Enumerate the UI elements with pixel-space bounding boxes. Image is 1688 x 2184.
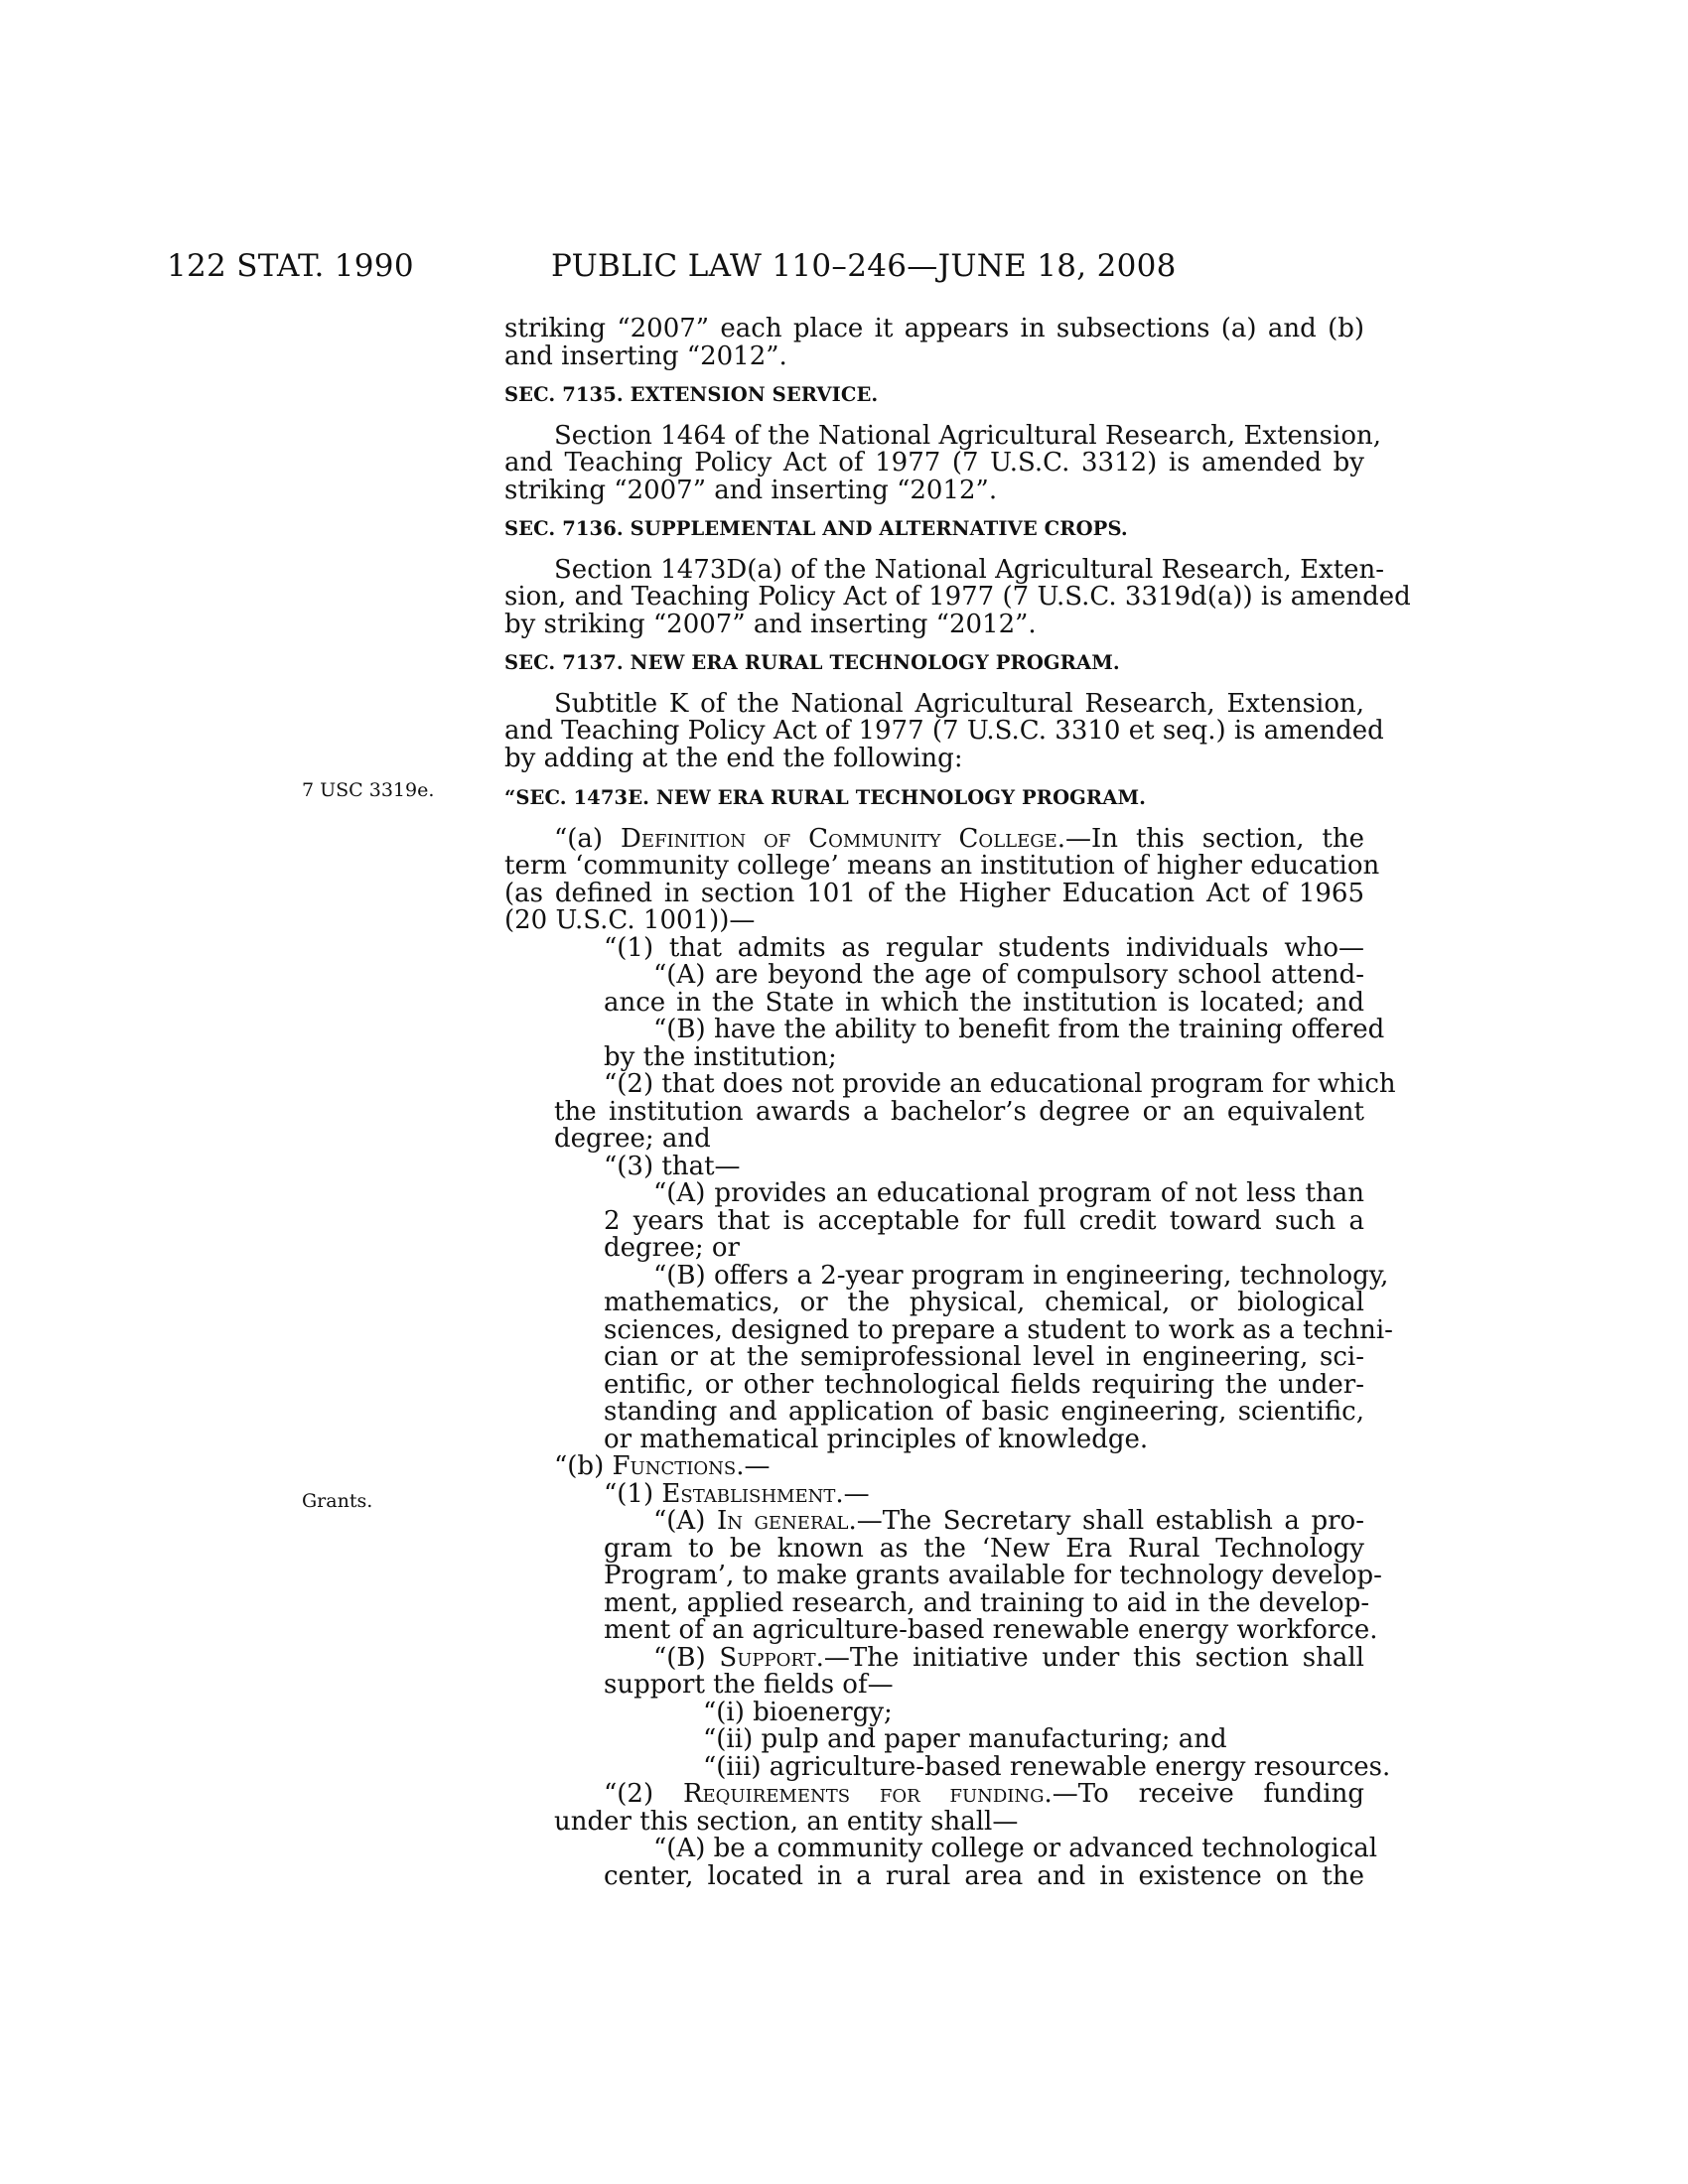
text-line: “(A) In general.—The Secretary shall establish a pro- bbox=[653, 1506, 1364, 1536]
section-heading: SEC. 7135. EXTENSION SERVICE. bbox=[504, 383, 879, 406]
page-header-stat: 122 STAT. 1990 bbox=[167, 248, 414, 284]
text-line: term ‘community college’ means an institution of higher education bbox=[504, 851, 1380, 881]
text-line: “(2) that does not provide an educational program for which bbox=[604, 1069, 1396, 1099]
text-line: “(1) that admits as regular students individuals who— bbox=[604, 932, 1364, 963]
text-line: “(B) offers a 2-year program in engineering, technology, bbox=[653, 1260, 1389, 1291]
text-line: “(A) be a community college or advanced technological bbox=[653, 1834, 1378, 1863]
text-line: and Teaching Policy Act of 1977 (7 U.S.C. 3312) is amended by bbox=[504, 448, 1364, 478]
document-body bbox=[504, 314, 1411, 1891]
text-line: sciences, designed to prepare a student to work as a techni- bbox=[604, 1314, 1393, 1345]
margin-note-grants: Grants. bbox=[302, 1490, 373, 1512]
text-line: (as defined in section 101 of the Higher Education Act of 1965 bbox=[504, 878, 1364, 908]
text-line: center, located in a rural area and in existence on the bbox=[604, 1860, 1364, 1891]
page-header-title: PUBLIC LAW 110–246—JUNE 18, 2008 bbox=[551, 248, 1177, 284]
text-line: “(B) Support.—The initiative under this section shall bbox=[653, 1642, 1364, 1673]
text-line: by adding at the end the following: bbox=[504, 743, 963, 773]
text-line: under this section, an entity shall— bbox=[554, 1806, 1019, 1837]
text-line: by striking “2007” and inserting “2012”. bbox=[504, 609, 1037, 639]
text-line: “(A) provides an educational program of not less than bbox=[653, 1178, 1364, 1208]
text-line: Section 1464 of the National Agricultural Research, Extension, bbox=[554, 420, 1381, 451]
text-line: striking “2007” and inserting “2012”. bbox=[504, 475, 998, 505]
text-line: and inserting “2012”. bbox=[504, 341, 787, 371]
text-line: degree; or bbox=[604, 1233, 740, 1263]
text-line: Section 1473D(a) of the National Agricultural Research, Exten- bbox=[554, 554, 1385, 585]
text-line: degree; and bbox=[554, 1124, 711, 1154]
text-line: sion, and Teaching Policy Act of 1977 (7 U.S.C. 3319d(a)) is amended bbox=[504, 582, 1411, 612]
text-line: by the institution; bbox=[604, 1041, 837, 1072]
text-line: cian or at the semiprofessional level in engineering, sci- bbox=[604, 1342, 1364, 1372]
text-line: “(a) Definition of Community College.—In this section, the bbox=[554, 823, 1364, 854]
section-heading: “SEC. 1473E. NEW ERA RURAL TECHNOLOGY PROGRAM. bbox=[504, 786, 1147, 809]
text-line: “(ii) pulp and paper manufacturing; and bbox=[703, 1724, 1227, 1754]
text-line: “(A) are beyond the age of compulsory school attend- bbox=[653, 960, 1364, 990]
text-line: “(b) Functions.— bbox=[554, 1451, 771, 1481]
text-line: support the fields of— bbox=[604, 1670, 894, 1700]
section-heading: SEC. 7136. SUPPLEMENTAL AND ALTERNATIVE CROPS. bbox=[504, 517, 1128, 540]
text-line: 2 years that is acceptable for full credit toward such a bbox=[604, 1205, 1364, 1236]
text-line: “(B) have the ability to benefit from the training offered bbox=[653, 1015, 1385, 1044]
text-line: ance in the State in which the institution is located; and bbox=[604, 987, 1364, 1018]
text-line: ment, applied research, and training to aid in the develop- bbox=[604, 1587, 1370, 1618]
text-line: standing and application of basic engineering, scientific, bbox=[604, 1397, 1364, 1427]
text-line: “(i) bioenergy; bbox=[703, 1697, 893, 1727]
text-line: Subtitle K of the National Agricultural Research, Extension, bbox=[554, 688, 1364, 719]
text-line: entific, or other technological fields requiring the under- bbox=[604, 1369, 1364, 1400]
text-line: or mathematical principles of knowledge. bbox=[604, 1424, 1149, 1454]
text-line: “(2) Requirements for funding.—To receive funding bbox=[604, 1779, 1364, 1809]
text-line: the institution awards a bachelor’s degree or an equivalent bbox=[554, 1096, 1364, 1127]
text-line: “(iii) agriculture-based renewable energy resources. bbox=[703, 1751, 1391, 1782]
text-line: striking “2007” each place it appears in subsections (a) and (b) bbox=[504, 314, 1364, 343]
text-line: “(3) that— bbox=[604, 1151, 741, 1181]
text-line: and Teaching Policy Act of 1977 (7 U.S.C. 3310 et seq.) is amended bbox=[504, 716, 1384, 746]
text-line: (20 U.S.C. 1001))— bbox=[504, 905, 756, 935]
text-line: mathematics, or the physical, chemical, or biological bbox=[604, 1288, 1364, 1317]
text-line: ment of an agriculture-based renewable energy workforce. bbox=[604, 1615, 1378, 1645]
text-line: “(1) Establishment.— bbox=[604, 1478, 870, 1509]
margin-note-usc: 7 USC 3319e. bbox=[302, 779, 435, 801]
text-line: Program’, to make grants available for technology develop- bbox=[604, 1561, 1382, 1590]
section-heading: SEC. 7137. NEW ERA RURAL TECHNOLOGY PROGRAM. bbox=[504, 651, 1120, 674]
text-line: gram to be known as the ‘New Era Rural Technology bbox=[604, 1533, 1364, 1564]
